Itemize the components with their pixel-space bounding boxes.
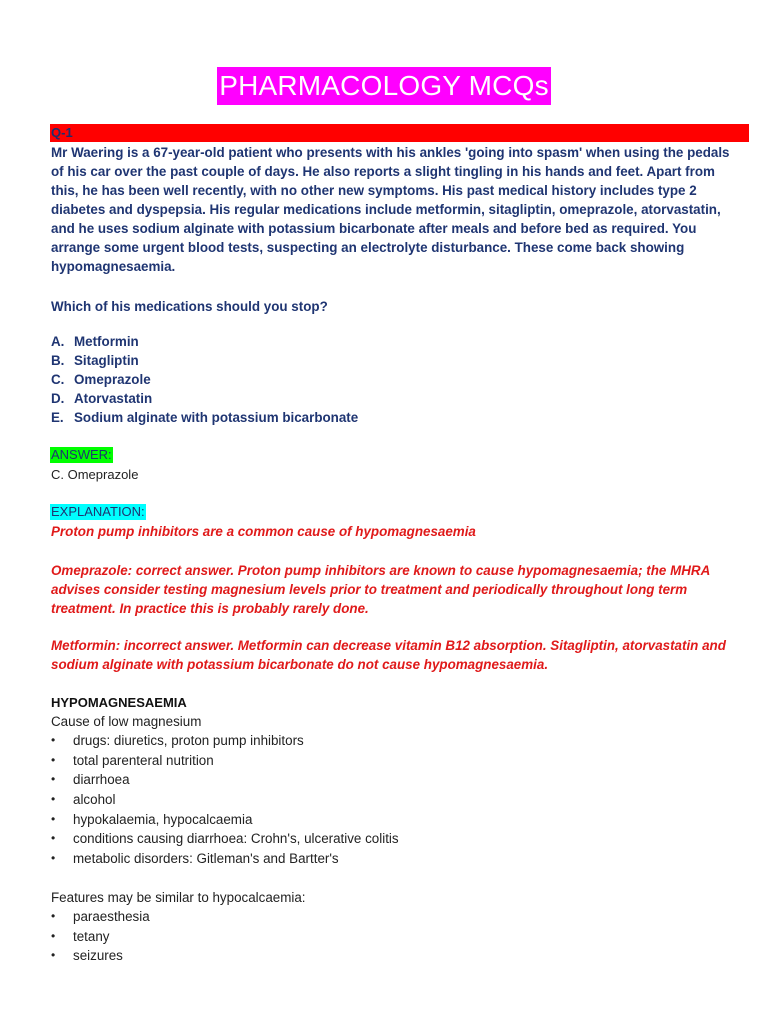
list-item [51,907,150,927]
list-item [51,751,399,771]
option-letter: A. [51,334,65,349]
question-stem [51,143,731,276]
explanation-label: EXPLANATION: [51,504,145,519]
list-item-text: paraesthesia [73,909,150,924]
option-item [51,370,731,389]
option-letter: C. [51,372,65,387]
bullet-icon: • [51,733,56,747]
option-item [51,351,731,370]
bullet-icon: • [51,928,56,943]
bullet-icon: • [51,909,56,923]
bullet-icon: • [51,772,56,787]
bullet-icon: • [51,811,56,826]
answer-label: ANSWER: [51,447,112,462]
option-item [51,332,731,351]
answer-text: C. Omeprazole [51,467,139,482]
bullet-icon: • [51,948,56,963]
option-text: Sodium alginate with potassium bicarbonate [74,410,359,425]
list-item-text: hypokalaemia, hypocalcaemia [73,811,253,827]
list-item [51,829,399,849]
list-item-text: diarrhoea [73,772,130,788]
options-list [51,332,731,427]
features-label: Features may be similar to hypocalcaemia: [51,890,306,905]
title-container [0,67,768,105]
list-item-text: drugs: diuretics, proton pump inhibitors [73,733,304,748]
bullet-icon: • [51,752,56,767]
notes-heading: HYPOMAGNESAEMIA [51,695,187,710]
features-list [51,907,150,966]
page-title: PHARMACOLOGY MCQs [217,67,551,105]
option-text: Atorvastatin [74,391,153,406]
list-item [51,927,150,947]
list-item [51,770,399,790]
causes-list [51,731,399,869]
list-item-text: total parenteral nutrition [73,752,214,768]
bullet-icon: • [51,792,56,807]
list-item-text: metabolic disorders: Gitleman's and Bartter's [73,851,339,867]
question-number-bar [50,124,749,142]
bullet-icon: • [51,851,56,866]
question-prompt: Which of his medications should you stop? [51,299,328,314]
causes-label: Cause of low magnesium [51,714,202,729]
bullet-icon: • [51,831,56,846]
list-item-text: tetany [73,928,110,944]
option-letter: B. [51,353,65,368]
list-item [51,810,399,830]
explanation-summary: Proton pump inhibitors are a common cause of hypomagnesaemia [51,524,476,539]
option-text: Omeprazole [74,372,151,387]
list-item [51,731,399,751]
list-item-text: alcohol [73,792,116,808]
list-item-text: seizures [73,948,123,964]
option-item [51,389,731,408]
list-item [51,946,150,966]
option-item [51,408,731,427]
question-stem-text: Mr Waering is a 67-year-old patient who presents with his ankles 'going into spasm' when using the pedals of his car over the past couple of days. He also reports a slight tingling in his hands and feet. Apart from this, he has been well recently, with no other new symptoms. His past medical history includes type 2 diabetes and dyspepsia. His regular medications include metformin, sitagliptin, omeprazole, atorvastatin, and he uses sodium alginate with potassium bicarbonate after meals and before bed as required. You arrange some urgent blood tests, suspecting an electrolyte disturbance. These come back showing hypomagnesaemia. [51,145,730,274]
list-item [51,849,399,869]
option-text: Sitagliptin [74,353,139,368]
list-item [51,790,399,810]
explanation-correct: Omeprazole: correct answer. Proton pump inhibitors are known to cause hypomagnesaemia; the MHRA advises consider testing magnesium levels prior to treatment and periodically throughout long term treatment. In practice this is probably rarely done. [51,563,710,616]
list-item-text: conditions causing diarrhoea: Crohn's, ulcerative colitis [73,831,399,847]
option-letter: D. [51,391,65,406]
option-letter: E. [51,410,64,425]
option-text: Metformin [74,334,139,349]
explanation-incorrect: Metformin: incorrect answer. Metformin can decrease vitamin B12 absorption. Sitagliptin, atorvastatin and sodium alginate with potassium bicarbonate do not cause hypomagnesaemia. [51,638,726,672]
question-number: Q-1 [51,125,73,140]
